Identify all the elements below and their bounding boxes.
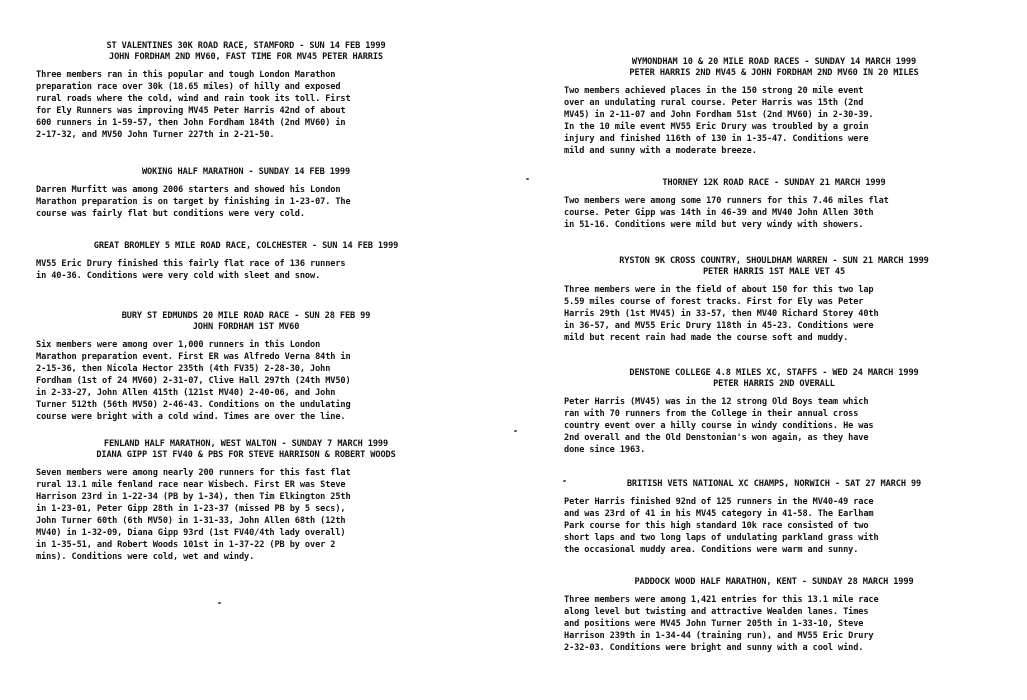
- body-line: in 1-23-01, Peter Gipp 28th in 1-23-37 (missed PB by 5 secs),: [36, 504, 346, 514]
- body-line: Three members ran in this popular and tough London Marathon: [36, 70, 336, 80]
- article-body: [36, 339, 456, 423]
- body-line: the occasional muddy area. Conditions were warm and sunny.: [564, 545, 859, 555]
- body-line: Marathon preparation is on target by finishing in 1-23-07. The: [36, 197, 351, 207]
- body-line: ran with 70 runners from the College in their annual cross: [564, 409, 859, 419]
- heading-line: FENLAND HALF MARATHON, WEST WALTON - SUNDAY 7 MARCH 1999: [103, 439, 389, 449]
- article-body: [564, 85, 984, 157]
- body-line: Marathon preparation event. First ER was Alfredo Verna 84th in: [36, 352, 351, 362]
- heading-line: JOHN FORDHAM 1ST MV60: [192, 322, 300, 332]
- scan-speck: [514, 430, 517, 432]
- article-great-bromley: [36, 241, 456, 282]
- body-line: Six members were among over 1,000 runners in this London: [36, 340, 321, 350]
- scan-speck: [218, 602, 221, 604]
- body-line: Seven members were among nearly 200 runners for this fast flat: [36, 468, 351, 478]
- heading-line: BRITISH VETS NATIONAL XC CHAMPS, NORWICH - SAT 27 MARCH 99: [626, 479, 922, 489]
- article-british-vets-xc: [564, 479, 984, 556]
- article-heading: [564, 256, 984, 278]
- body-line: short laps and two long laps of undulating parkland grass with: [564, 533, 879, 543]
- body-line: 600 runners in 1-59-57, then John Fordham 184th (2nd MV60) in: [36, 118, 346, 128]
- article-heading: [564, 479, 984, 490]
- body-line: mins). Conditions were cold, wet and windy.: [36, 552, 255, 562]
- heading-line: BURY ST EDMUNDS 20 MILE ROAD RACE - SUN 28 FEB 99: [121, 311, 371, 321]
- heading-line: DIANA GIPP 1ST FV40 & PBS FOR STEVE HARRISON & ROBERT WOODS: [96, 450, 396, 460]
- heading-line: THORNEY 12K ROAD RACE - SUNDAY 21 MARCH 1999: [662, 178, 886, 188]
- article-heading: [564, 178, 984, 189]
- body-line: rural 13.1 mile fenland race near Wisbech. First ER was Steve: [36, 480, 346, 490]
- body-line: for Ely Runners was improving MV45 Peter Harris 42nd of about: [36, 106, 346, 116]
- body-line: course were bright with a cold wind. Times are over the line.: [36, 412, 346, 422]
- body-line: Peter Harris finished 92nd of 125 runners in the MV40-49 race: [564, 497, 874, 507]
- article-heading: [36, 439, 456, 461]
- body-line: Harris 29th (1st MV45) in 33-57, then MV40 Richard Storey 40th: [564, 309, 879, 319]
- body-line: Harrison 239th in 1-34-44 (training run), and MV55 Eric Drury: [564, 631, 874, 641]
- heading-line: RYSTON 9K CROSS COUNTRY, SHOULDHAM WARREN - SUN 21 MARCH 1999: [619, 256, 929, 266]
- body-line: In the 10 mile event MV55 Eric Drury was troubled by a groin: [564, 122, 869, 132]
- article-bury-st-edmunds: [36, 311, 456, 423]
- body-line: course. Peter Gipp was 14th in 46-39 and MV40 John Allen 30th: [564, 208, 874, 218]
- article-body: [564, 594, 984, 654]
- heading-line: PETER HARRIS 2ND OVERALL: [713, 379, 835, 389]
- article-body: [36, 467, 456, 563]
- body-line: and was 23rd of 41 in his MV45 category in 41-58. The Earlham: [564, 509, 874, 519]
- body-line: in 51-16. Conditions were mild but very windy with showers.: [564, 220, 864, 230]
- article-heading: [564, 577, 984, 588]
- article-heading: [564, 57, 984, 79]
- article-heading: [36, 167, 456, 178]
- article-heading: [36, 241, 456, 252]
- article-body: [564, 496, 984, 556]
- body-line: course was fairly flat but conditions were very cold.: [36, 209, 305, 219]
- body-line: in 36-57, and MV55 Eric Drury 118th in 45-23. Conditions were: [564, 321, 874, 331]
- scan-speck: [563, 480, 566, 482]
- body-line: 2nd overall and the Old Denstonian's won again, as they have: [564, 433, 869, 443]
- article-thorney: [564, 178, 984, 231]
- article-heading: [564, 368, 984, 390]
- article-body: [36, 69, 456, 141]
- body-line: and positions were MV45 John Turner 205th in 1-33-10, Steve: [564, 619, 864, 629]
- body-line: 2-32-03. Conditions were bright and sunny with a cool wind.: [564, 643, 864, 653]
- article-body: [36, 184, 456, 220]
- body-line: Turner 512th (56th MV50) 2-46-43. Conditions on the undulating: [36, 400, 351, 410]
- article-body: [36, 258, 456, 282]
- scan-speck: [526, 178, 529, 180]
- body-line: preparation race over 30k (18.65 miles) of hilly and exposed: [36, 82, 341, 92]
- heading-line: PETER HARRIS 1ST MALE VET 45: [702, 267, 846, 277]
- body-line: done since 1963.: [564, 445, 646, 455]
- article-paddock-wood: [564, 577, 984, 654]
- article-body: [564, 284, 984, 344]
- body-line: mild but recent rain had made the course soft and muddy.: [564, 333, 849, 343]
- body-line: over an undulating rural course. Peter Harris was 15th (2nd: [564, 98, 864, 108]
- heading-line: WYMONDHAM 10 & 20 MILE ROAD RACES - SUNDAY 14 MARCH 1999: [631, 57, 917, 67]
- article-wymondham: [564, 57, 984, 157]
- body-line: Fordham (1st of 24 MV60) 2-31-07, Clive Hall 297th (24th MV50): [36, 376, 351, 386]
- body-line: in 40-36. Conditions were very cold with sleet and snow.: [36, 271, 321, 281]
- heading-line: DENSTONE COLLEGE 4.8 MILES XC, STAFFS - WED 24 MARCH 1999: [629, 368, 919, 378]
- body-line: MV45) in 2-11-07 and John Fordham 51st (2nd MV60) in 2-30-39.: [564, 110, 874, 120]
- article-body: [564, 195, 984, 231]
- heading-line: PADDOCK WOOD HALF MARATHON, KENT - SUNDAY 28 MARCH 1999: [634, 577, 914, 587]
- body-line: injury and finished 116th of 130 in 1-35-47. Conditions were: [564, 134, 869, 144]
- body-line: rural roads where the cold, wind and rain took its toll. First: [36, 94, 351, 104]
- article-heading: [36, 41, 456, 63]
- heading-line: WOKING HALF MARATHON - SUNDAY 14 FEB 1999: [141, 167, 351, 177]
- heading-line: JOHN FORDHAM 2ND MV60, FAST TIME FOR MV45 PETER HARRIS: [109, 52, 383, 62]
- heading-line: GREAT BROMLEY 5 MILE ROAD RACE, COLCHESTER - SUN 14 FEB 1999: [93, 241, 399, 251]
- body-line: country event over a hilly course in windy conditions. He was: [564, 421, 874, 431]
- body-line: in 1-35-51, and Robert Woods 101st in 1-37-22 (PB by over 2: [36, 540, 336, 550]
- heading-line: ST VALENTINES 30K ROAD RACE, STAMFORD - SUN 14 FEB 1999: [106, 41, 386, 51]
- article-heading: [36, 311, 456, 333]
- body-line: Two members achieved places in the 150 strong 20 mile event: [564, 86, 864, 96]
- body-line: Three members were in the field of about 150 for this two lap: [564, 285, 874, 295]
- body-line: MV40) in 1-32-09, Diana Gipp 93rd (1st FV40/4th lady overall): [36, 528, 346, 538]
- heading-line: PETER HARRIS 2ND MV45 & JOHN FORDHAM 2ND MV60 IN 20 MILES: [629, 68, 919, 78]
- body-line: Darren Murfitt was among 2006 starters and showed his London: [36, 185, 341, 195]
- body-line: John Turner 60th (6th MV50) in 1-31-33, John Allen 68th (12th: [36, 516, 346, 526]
- body-line: Three members were among 1,421 entries for this 13.1 mile race: [564, 595, 879, 605]
- article-fenland-half: [36, 439, 456, 563]
- article-woking-half: [36, 167, 456, 220]
- body-line: along level but twisting and attractive Wealden lanes. Times: [564, 607, 869, 617]
- body-line: Two members were among some 170 runners for this 7.46 miles flat: [564, 196, 889, 206]
- body-line: MV55 Eric Drury finished this fairly flat race of 136 runners: [36, 259, 346, 269]
- article-body: [564, 396, 984, 456]
- body-line: in 2-33-27, John Allen 415th (121st MV40) 2-40-06, and John: [36, 388, 336, 398]
- body-line: Harrison 23rd in 1-22-34 (PB by 1-34), then Tim Elkington 25th: [36, 492, 351, 502]
- body-line: 5.59 miles course of forest tracks. First for Ely was Peter: [564, 297, 864, 307]
- body-line: Park course for this high standard 10k race consisted of two: [564, 521, 869, 531]
- body-line: 2-15-36, then Nicola Hector 235th (4th FV35) 2-28-30, John: [36, 364, 331, 374]
- article-denstone: [564, 368, 984, 456]
- article-stamford-30k: [36, 41, 456, 141]
- body-line: mild and sunny with a moderate breeze.: [564, 146, 757, 156]
- body-line: Peter Harris (MV45) was in the 12 strong Old Boys team which: [564, 397, 869, 407]
- body-line: 2-17-32, and MV50 John Turner 227th in 2-21-50.: [36, 130, 275, 140]
- article-ryston: [564, 256, 984, 344]
